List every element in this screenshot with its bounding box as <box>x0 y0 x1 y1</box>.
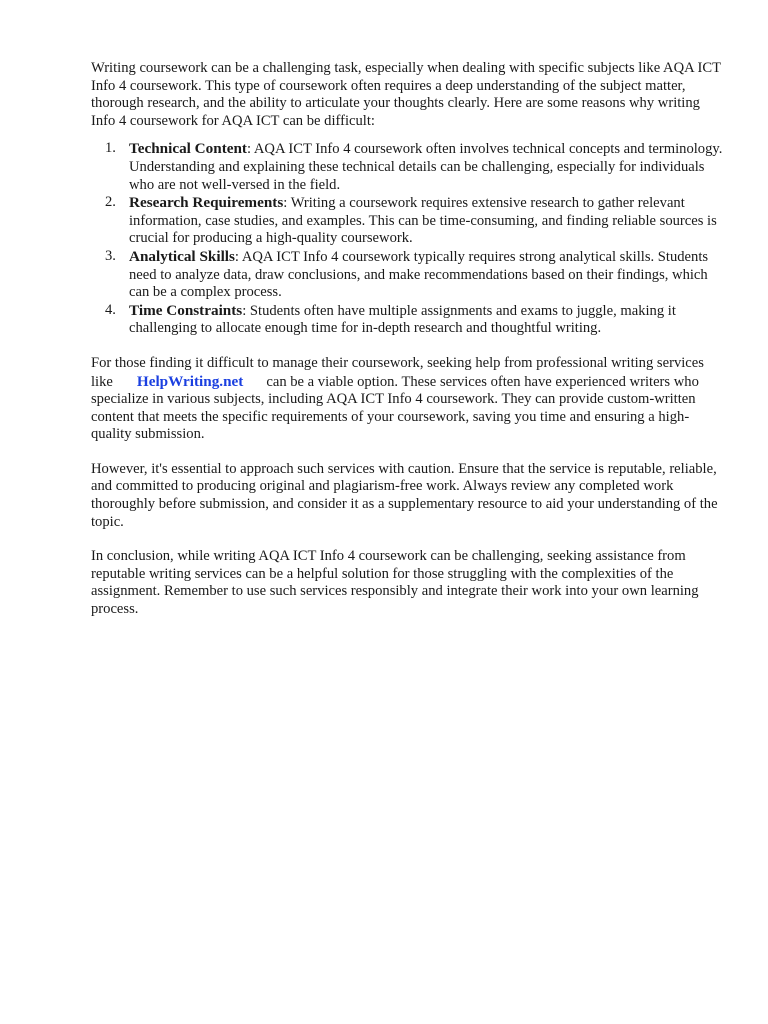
list-item-term: Analytical Skills <box>129 247 235 265</box>
list-item-text: : AQA ICT Info 4 coursework typically requires strong analytical skills. Students need to analyze data, draw conclusions, and make recommendations based on their findings, which can be a complex process. <box>129 248 709 301</box>
help-paragraph-before: For those finding it difficult to manage their coursework, seeking help from professional writing services like <box>91 354 704 390</box>
list-number: 2. <box>105 194 116 211</box>
list-item-term: Technical Content <box>129 140 247 158</box>
list-item <box>105 194 726 248</box>
caution-paragraph: However, it's essential to approach such services with caution. Ensure that the service is reputable, reliable, and committed to producing original and plagiarism-free work. Always review any completed work thoroughly before submission, and consider it as a supplementary resource to aid your understanding of the topic. <box>91 460 718 530</box>
helpwriting-link[interactable]: HelpWriting.net <box>136 372 244 390</box>
list-item-text: : Writing a coursework requires extensive research to gather relevant information, case studies, and examples. This can be time-consuming, and finding reliable sources is crucial for producing a high-quality coursework. <box>129 195 717 247</box>
conclusion-paragraph: In conclusion, while writing AQA ICT Info 4 coursework can be challenging, seeking assistance from reputable writing services can be a helpful solution for those struggling with the complexities of the assignment. Remember to use such services responsibly and integrate their work into your own learning process. <box>91 548 699 618</box>
list-item-term: Time Constraints <box>129 301 243 319</box>
help-paragraph-after: can be a viable option. These services often have experienced writers who specialize in various subjects, including AQA ICT Info 4 coursework. They can provide custom-written content that meets the specific requirements of your coursework, saving you time and ensuring a high-quality submission. <box>91 373 699 443</box>
reasons-list <box>91 140 726 338</box>
list-number: 4. <box>105 301 116 318</box>
list-number: 3. <box>105 247 116 264</box>
document-body <box>91 60 726 636</box>
help-paragraph <box>91 355 726 444</box>
list-item-text: : AQA ICT Info 4 coursework often involves technical concepts and terminology. Understanding and explaining these technical details can be challenging, especially for individuals who are not well-versed in the field. <box>129 141 723 193</box>
list-item-term: Research Requirements <box>129 194 284 212</box>
list-item-text: : Students often have multiple assignments and exams to juggle, making it challenging to allocate enough time for in-depth research and thoughtful writing. <box>129 302 676 337</box>
list-item <box>105 301 726 338</box>
list-number: 1. <box>105 140 116 157</box>
intro-paragraph: Writing coursework can be a challenging task, especially when dealing with specific subjects like AQA ICT Info 4 coursework. This type of coursework often requires a deep understanding of the subject matter, thorough research, and the ability to articulate your thoughts clearly. Here are some reasons why writing Info 4 coursework for AQA ICT can be difficult: <box>91 60 721 129</box>
list-item <box>105 140 726 194</box>
list-item <box>105 247 726 302</box>
